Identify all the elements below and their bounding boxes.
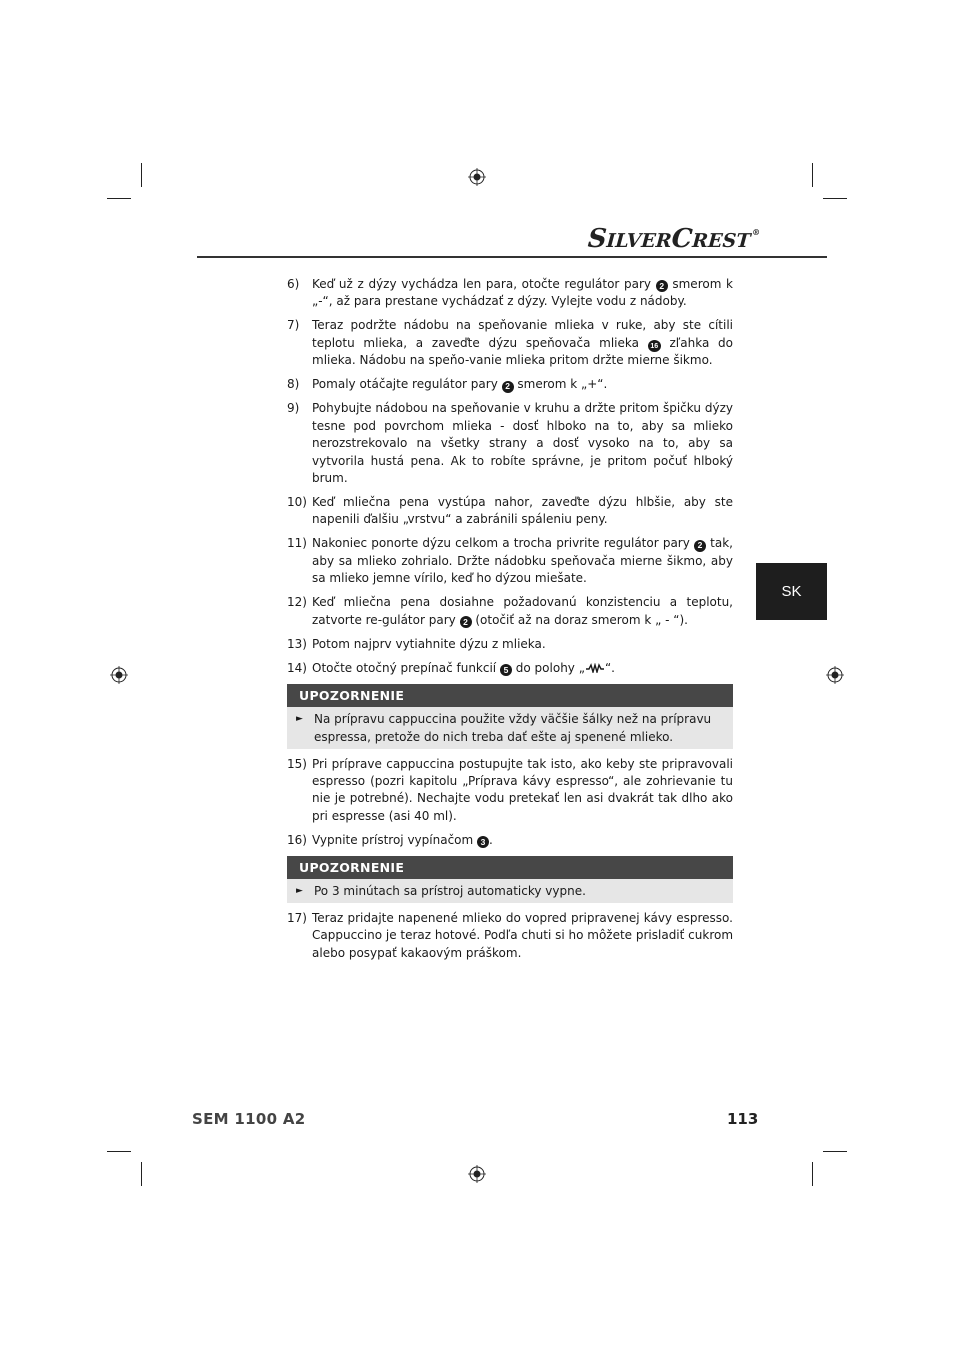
step-item (287, 636, 733, 653)
step-text-segment: Otočte otočný prepínač funkcií (312, 660, 500, 675)
step-text-segment: Pomaly otáčajte regulátor pary (312, 377, 502, 392)
instruction-content (287, 276, 733, 969)
arrow-bullet-icon: ► (296, 885, 303, 896)
logo-letter: S (586, 224, 608, 254)
model-number: SEM 1100 A2 (192, 1110, 306, 1128)
crop-mark (823, 198, 847, 199)
part-number-icon: 2 (460, 616, 472, 628)
crop-mark (812, 163, 813, 187)
step-text (312, 494, 733, 529)
note-body (287, 879, 733, 903)
part-number-icon: 16 (648, 340, 661, 352)
step-list (287, 910, 733, 962)
note-body (287, 707, 733, 749)
step-item (287, 756, 733, 826)
step-item (287, 494, 733, 529)
step-item (287, 832, 733, 849)
step-item (287, 910, 733, 962)
step-text (312, 636, 733, 653)
note-text: Na prípravu cappuccina použite vždy väčšie šálky než na prípravu espressa, pretože do nich treba dať ešte aj spenené mlieko. (314, 711, 712, 744)
part-number-icon: 3 (477, 836, 489, 848)
crop-mark (141, 1162, 142, 1186)
crop-mark (823, 1151, 847, 1152)
step-text-segment: zľahka do mlieka. Nádobu na speňo-vanie mlieka pritom držte mierne šikmo. (312, 335, 734, 368)
step-item (287, 535, 733, 587)
part-number-icon: 5 (500, 664, 512, 676)
step-text: Pri príprave cappuccina postupujte tak isto, ako keby ste pripravovali espresso (pozri kapitolu „Príprava kávy espresso“, ale zohrievanie tu nie je potrebné). Nechajte vodu pretekať len asi dvakrát tak dlho ako pri espresse (asi 40 ml). (312, 756, 733, 823)
note-box (287, 856, 733, 903)
logo-text: REST (691, 230, 752, 252)
part-number-icon: 2 (656, 280, 668, 292)
part-number-icon: 2 (694, 540, 706, 552)
step-item (287, 276, 733, 311)
step-text-segment: Potom najprv vytiahnite dýzu z mlieka. (312, 636, 546, 651)
step-text-segment: smerom k „-“, až para prestane vychádzať z dýzy. Vylejte vodu z nádoby. (312, 277, 734, 309)
note-title: UPOZORNENIE (287, 684, 733, 707)
step-text-segment: Nakoniec ponorte dýzu celkom a trocha privrite regulátor pary (312, 536, 694, 551)
logo-text: ILVER (605, 230, 673, 252)
step-number: 7) (287, 318, 300, 333)
step-number: 14) (287, 660, 307, 675)
step-number: 17) (287, 910, 307, 925)
step-text-segment: Keď už z dýzy vychádza len para, otočte regulátor pary (312, 277, 656, 291)
step-item (287, 376, 733, 393)
step-text-segment: “. (604, 660, 615, 675)
step-number: 15) (287, 756, 307, 771)
step-number: 8) (287, 377, 300, 392)
step-item (287, 400, 733, 487)
step-text (312, 317, 733, 369)
step-text (312, 276, 733, 311)
steam-symbol-icon (585, 663, 605, 673)
step-text-segment: tak, aby sa mlieko zohrialo. Držte nádobku speňovača mierne šikmo, aby sa mlieko jemne vírilo, keď ho dýzou miešate. (312, 536, 733, 586)
step-item (287, 594, 733, 629)
step-number: 10) (287, 494, 307, 509)
step-number: 6) (287, 277, 300, 291)
note-text: Po 3 minútach sa prístroj automaticky vypne. (314, 883, 586, 898)
registration-mark-icon (826, 666, 844, 684)
note-box (287, 684, 733, 749)
step-number: 9) (287, 401, 300, 416)
step-number: 11) (287, 536, 307, 551)
step-text (312, 660, 733, 677)
note-title: UPOZORNENIE (287, 856, 733, 879)
step-list (287, 756, 733, 850)
registration-mark-icon (468, 1165, 486, 1183)
crop-mark (812, 1162, 813, 1186)
registration-mark-icon (468, 168, 486, 186)
step-text-segment: Teraz podržte nádobu na speňovanie mlieka v ruke, aby ste cítili teplotu mlieka, a zaveďte dýzu speňovača mlieka (312, 318, 733, 350)
step-number: 12) (287, 595, 307, 610)
silvercrest-logo (586, 224, 761, 254)
logo-letter: C (670, 224, 694, 254)
step-text-segment: . (489, 832, 493, 847)
step-text-segment: Keď mliečna pena dosiahne požadovanú konzistenciu a teplotu, zatvorte re-gulátor pary (312, 595, 733, 627)
step-text-segment: (otočiť až na doraz smerom k „ - “). (471, 612, 688, 627)
step-text (312, 832, 733, 849)
step-text-segment: do polohy „ (511, 660, 585, 675)
language-tab: SK (756, 563, 827, 620)
part-number-icon: 2 (502, 381, 514, 393)
step-number: 16) (287, 832, 307, 847)
crop-mark (107, 198, 131, 199)
step-text-segment: smerom k „+“. (513, 377, 608, 392)
step-text-segment: Vypnite prístroj vypínačom (312, 832, 478, 847)
step-text-segment: Pohybujte nádobou na speňovanie v kruhu a držte pritom špičku dýzy tesne pod povrchom mlieka - dosť hlboko na to, aby sa mlieko nerozstrekovalo na všetky strany a dosť vysoko na to, aby sa vytvorila hustá pena. Ak to robíte správne, je pritom počuť hlboký brum. (312, 401, 733, 485)
arrow-bullet-icon: ► (296, 713, 303, 724)
step-text (312, 400, 733, 487)
header-rule (197, 256, 827, 258)
step-text (312, 594, 733, 629)
step-number: 13) (287, 636, 307, 651)
step-text-segment: Keď mliečna pena vystúpa nahor, zaveďte dýzu hlbšie, aby ste napenili ďalšiu „vrstvu“ a zabránili spáleniu peny. (312, 494, 733, 527)
registered-mark: ® (751, 227, 761, 237)
step-text (312, 376, 733, 393)
step-list (287, 276, 733, 677)
page-number: 113 (727, 1110, 759, 1128)
registration-mark-icon (110, 666, 128, 684)
step-item (287, 317, 733, 369)
step-item (287, 660, 733, 677)
step-text (312, 535, 733, 587)
step-text: Teraz pridajte napenené mlieko do vopred pripravenej kávy espresso. Cappuccino je teraz hotové. Podľa chuti si ho môžete prisladiť cukrom alebo posypať kakaovým práškom. (312, 910, 734, 960)
crop-mark (141, 163, 142, 187)
crop-mark (107, 1151, 131, 1152)
